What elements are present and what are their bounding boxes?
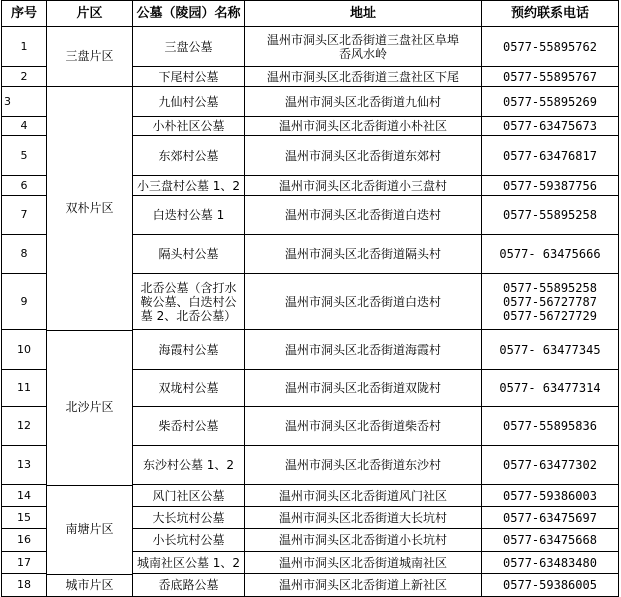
cemetery-name-line: 下尾村公墓 [158,69,219,84]
district-shuangpu: 双朴片区 [65,200,114,215]
phone-line: 0577-63475697 [503,510,597,525]
header-no: 序号 [10,5,37,21]
phone-line: 0577- 63477345 [499,342,601,357]
phone-number [482,529,618,551]
cemetery-name [133,67,244,86]
address-line: 温州市洞头区北岙街道双陇村 [284,381,441,395]
address-line: 温州市洞头区北岙街道三盘社区下尾 [266,69,459,84]
phone-number [482,446,618,484]
cemetery-name [133,117,244,135]
address [245,176,481,195]
grid-line-v [618,0,619,597]
district-nantang: 南塘片区 [65,522,114,536]
row-number: 11 [17,381,31,394]
cemetery-name-line: 小三盘村公墓 1、2 [136,178,241,193]
row-number: 4 [20,119,28,132]
cemetery-name-line: 东沙村公墓 1、2 [142,458,235,472]
cemetery-name [133,274,244,329]
row-number: 6 [20,178,28,192]
cemetery-name [133,407,244,445]
address-line: 温州市洞头区北岙街道三盘社区阜埠 [266,32,459,47]
cemetery-name-line: 三盘公墓 [164,39,213,54]
address-line: 温州市洞头区北岙街道东郊村 [284,148,441,163]
cemetery-name [133,176,244,195]
phone-number [482,485,618,506]
phone-number [482,87,618,116]
phone-line: 0577-59387756 [503,178,597,193]
phone-line: 0577-59386003 [503,488,597,503]
phone-number [482,407,618,445]
phone-number [482,176,618,195]
phone-number [482,574,618,596]
cemetery-name [133,87,244,116]
phone-line: 0577-63475668 [503,533,597,547]
row-number: 9 [20,294,28,308]
address-line: 温州市洞头区北岙街道大长坑村 [278,510,447,525]
address [245,446,481,484]
address-line: 温州市洞头区北岙街道东沙村 [284,458,441,472]
cemetery-name-line: 柴岙村公墓 [158,419,219,433]
address-line: 温州市洞头区北岙街道上新社区 [278,578,447,592]
phone-number [482,27,618,66]
cemetery-name [133,507,244,528]
address-line: 温州市洞头区北岙街道隔头村 [284,247,441,261]
district-beisha: 北沙片区 [65,400,114,414]
phone-line: 0577-55895258 [503,208,597,222]
phone-line: 0577-55895269 [503,94,597,109]
cemetery-name [133,370,244,406]
phone-line: 0577-63476817 [503,148,597,163]
cemetery-name-line: 城南社区公墓 1、2 [136,555,241,570]
row-number: 13 [17,458,31,471]
row-number: 8 [20,247,28,260]
row-number: 3 [4,94,11,108]
address [245,67,481,86]
row-number: 12 [17,419,31,432]
phone-line: 0577-55895767 [503,69,597,84]
phone-line: 0577-56727787 [503,294,597,309]
address [245,27,481,66]
phone-line: 0577-55895762 [503,39,597,54]
address-line: 温州市洞头区北岙街道风门社区 [278,488,447,503]
cemetery-name-line: 小长坑村公墓 [152,533,225,547]
cemetery-name-line: 小朴社区公墓 [152,119,225,133]
phone-number [482,67,618,86]
address [245,574,481,596]
phone-line: 0577-63475673 [503,119,597,133]
phone-line: 0577-59386005 [503,578,597,592]
cemetery-name-line: 海霞村公墓 [158,342,219,357]
phone-number [482,507,618,528]
row-number: 1 [20,39,28,53]
district-city: 城市片区 [65,577,114,592]
phone-number [482,117,618,135]
row-number: 18 [17,578,31,591]
cemetery-name-line: 鞍公墓、白迭村公 [140,294,237,309]
address-line: 温州市洞头区北岙街道小三盘村 [278,178,447,193]
header-address: 地址 [349,5,376,21]
row-number: 2 [20,69,28,83]
cemetery-name-line: 九仙村公墓 [158,94,219,109]
address-line: 温州市洞头区北岙街道柴岙村 [284,419,441,433]
address [245,485,481,506]
phone-number [482,136,618,175]
address [245,274,481,329]
phone-line: 0577- 63477314 [499,381,601,395]
cemetery-name-line: 北岙公墓（含打水 [140,280,237,295]
cemetery-name [133,485,244,506]
row-number: 16 [17,533,31,546]
row-number: 5 [20,148,28,162]
phone-number [482,196,618,234]
address [245,370,481,406]
row-number: 15 [17,510,31,524]
cemetery-name-line: 风门社区公墓 [152,488,225,503]
cemetery-name [133,552,244,573]
phone-number [482,274,618,329]
cemetery-name-line: 墓 2、北岙公墓） [140,308,237,323]
cemetery-name [133,574,244,596]
address [245,196,481,234]
phone-number [482,552,618,573]
cemetery-name [133,235,244,273]
phone-line: 0577-56727729 [503,308,597,323]
address [245,235,481,273]
phone-line: 0577-55895258 [503,280,597,295]
address-line: 温州市洞头区北岙街道白迭村 [284,294,441,309]
address-line: 温州市洞头区北岙街道小长坑村 [278,533,447,547]
address-line: 岙风水岭 [338,46,387,61]
cemetery-name [133,27,244,66]
row-number: 17 [17,555,31,569]
row-number: 10 [17,342,31,356]
phone-line: 0577-63477302 [503,458,597,472]
cemetery-name-line: 东郊村公墓 [158,148,219,163]
cemetery-name [133,330,244,369]
cemetery-name [133,136,244,175]
address [245,87,481,116]
cemetery-name-line: 大长坑村公墓 [152,510,225,525]
phone-number [482,235,618,273]
address [245,507,481,528]
address-line: 温州市洞头区北岙街道海霞村 [284,342,441,357]
row-number: 14 [17,488,31,502]
address [245,136,481,175]
address [245,330,481,369]
phone-number [482,330,618,369]
district-sanpan: 三盘片区 [65,49,114,63]
address-line: 温州市洞头区北岙街道小朴社区 [278,119,447,133]
cemetery-name-line: 白迭村公墓 1 [152,208,225,222]
cemetery-name [133,446,244,484]
header-district: 片区 [76,5,103,21]
cemetery-name [133,529,244,551]
header-cemetery-name: 公墓（陵园）名称 [136,5,241,21]
address [245,552,481,573]
cemetery-name-line: 岙底路公墓 [158,578,219,592]
address [245,407,481,445]
address [245,117,481,135]
cemetery-name-line: 双垅村公墓 [158,381,219,395]
phone-line: 0577-55895836 [503,419,597,433]
address-line: 温州市洞头区北岙街道城南社区 [278,555,447,570]
address-line: 温州市洞头区北岙街道九仙村 [284,94,441,109]
row-number: 7 [20,208,28,221]
cemetery-name-line: 隔头村公墓 [158,247,219,261]
address-line: 温州市洞头区北岙街道白迭村 [284,208,441,222]
phone-line: 0577-63483480 [503,555,597,570]
header-phone: 预约联系电话 [510,5,589,21]
phone-number [482,370,618,406]
phone-line: 0577- 63475666 [499,247,601,261]
cemetery-name [133,196,244,234]
address [245,529,481,551]
